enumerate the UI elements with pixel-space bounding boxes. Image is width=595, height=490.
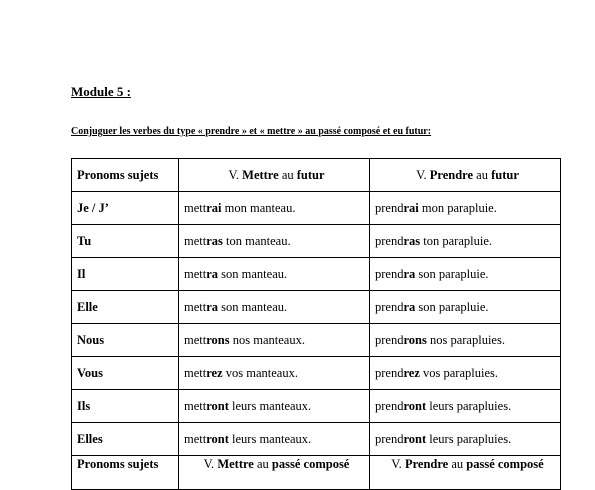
pronoun-cell: Il — [72, 258, 179, 291]
header-verb: Mettre — [242, 167, 279, 182]
header-tense: passé composé — [466, 457, 544, 471]
module-title: Module 5 : — [71, 84, 131, 99]
verb-ending: ront — [403, 398, 427, 413]
verb-ending: rons — [403, 332, 427, 347]
header-verb: Mettre — [217, 457, 254, 471]
verb-stem: mett — [184, 266, 207, 281]
header-mettre-passe-compose — [179, 456, 370, 490]
prendre-futur-cell — [370, 324, 561, 357]
prendre-futur-cell — [370, 192, 561, 225]
header-tense: futur — [296, 167, 325, 182]
verb-stem: prend — [375, 200, 404, 215]
table-row — [72, 423, 561, 456]
verb-rest: nos parapluies. — [426, 332, 505, 347]
verb-stem: mett — [184, 299, 207, 314]
pronoun-cell: Elles — [72, 423, 179, 456]
pronoun-cell: Vous — [72, 357, 179, 390]
header-pre: V. — [416, 167, 430, 182]
table-row — [72, 192, 561, 225]
header-mid: au — [473, 167, 492, 182]
pronoun-cell: Elle — [72, 291, 179, 324]
verb-stem: prend — [375, 431, 404, 446]
verb-stem: prend — [375, 233, 404, 248]
verb-ending: ront — [206, 431, 229, 446]
verb-rest: vos manteaux. — [222, 365, 298, 380]
verb-stem: prend — [375, 266, 404, 281]
header-pre: V. — [228, 167, 243, 182]
header-verb: Prendre — [404, 457, 449, 471]
verb-stem: prend — [375, 299, 404, 314]
table-row — [72, 324, 561, 357]
prendre-futur-cell — [370, 390, 561, 423]
table-row — [72, 258, 561, 291]
verb-ending: ront — [403, 431, 427, 446]
header-pronouns: Pronoms sujets — [72, 456, 179, 490]
header-pronouns: Pronoms sujets — [72, 159, 179, 192]
mettre-futur-cell — [179, 423, 370, 456]
table-header-row-passe-compose — [72, 456, 561, 490]
mettre-futur-cell — [179, 357, 370, 390]
verb-rest: mon parapluie. — [418, 200, 497, 215]
verb-stem: mett — [184, 365, 207, 380]
verb-rest: leurs manteaux. — [228, 431, 312, 446]
header-verb: Prendre — [429, 167, 474, 182]
mettre-futur-cell — [179, 258, 370, 291]
table-row — [72, 357, 561, 390]
header-pre: V. — [203, 457, 218, 471]
verb-stem: mett — [184, 431, 207, 446]
verb-rest: son manteau. — [218, 299, 288, 314]
header-prendre-passe-compose — [370, 456, 561, 490]
conjugation-table — [71, 158, 561, 490]
verb-ending: rons — [206, 332, 230, 347]
pronoun-cell: Tu — [72, 225, 179, 258]
verb-ending: ra — [206, 299, 219, 314]
verb-rest: vos parapluies. — [419, 365, 498, 380]
mettre-futur-cell — [179, 291, 370, 324]
verb-stem: mett — [184, 332, 207, 347]
table-row — [72, 390, 561, 423]
mettre-futur-cell — [179, 192, 370, 225]
prendre-futur-cell — [370, 291, 561, 324]
pronoun-cell: Ils — [72, 390, 179, 423]
verb-ending: ras — [403, 233, 421, 248]
prendre-futur-cell — [370, 423, 561, 456]
verb-ending: ras — [206, 233, 223, 248]
table-header-row — [72, 159, 561, 192]
verb-stem: prend — [375, 332, 404, 347]
verb-stem: mett — [184, 398, 207, 413]
verb-ending: ront — [206, 398, 229, 413]
verb-rest: leurs manteaux. — [228, 398, 312, 413]
header-pre: V. — [391, 457, 405, 471]
verb-rest: mon manteau. — [221, 200, 296, 215]
verb-ending: ra — [403, 266, 416, 281]
header-mid: au — [253, 457, 272, 471]
verb-rest: ton parapluie. — [420, 233, 492, 248]
verb-stem: mett — [184, 233, 207, 248]
prendre-futur-cell — [370, 258, 561, 291]
table-row — [72, 291, 561, 324]
verb-rest: son parapluie. — [415, 299, 489, 314]
header-mid: au — [278, 167, 297, 182]
header-tense: futur — [491, 167, 519, 182]
verb-rest: nos manteaux. — [229, 332, 305, 347]
header-tense: passé composé — [271, 457, 350, 471]
verb-rest: son manteau. — [218, 266, 288, 281]
verb-ending: rai — [206, 200, 222, 215]
prendre-futur-cell — [370, 357, 561, 390]
prendre-futur-cell — [370, 225, 561, 258]
verb-rest: leurs parapluies. — [426, 431, 512, 446]
header-mid: au — [448, 457, 467, 471]
mettre-futur-cell — [179, 324, 370, 357]
verb-rest: leurs parapluies. — [426, 398, 512, 413]
verb-rest: son parapluie. — [415, 266, 489, 281]
table-row — [72, 225, 561, 258]
verb-ending: ra — [206, 266, 219, 281]
header-prendre-futur — [370, 159, 561, 192]
exercise-instruction: Conjuguer les verbes du type « prendre » et « mettre » au passé composé et eu futur: — [71, 126, 432, 137]
verb-ending: rai — [403, 200, 419, 215]
mettre-futur-cell — [179, 225, 370, 258]
pronoun-cell: Nous — [72, 324, 179, 357]
verb-ending: rez — [403, 365, 420, 380]
mettre-futur-cell — [179, 390, 370, 423]
verb-stem: mett — [184, 200, 207, 215]
verb-ending: rez — [206, 365, 223, 380]
verb-stem: prend — [375, 398, 404, 413]
header-mettre-futur — [179, 159, 370, 192]
pronoun-cell: Je / J’ — [72, 192, 179, 225]
verb-ending: ra — [403, 299, 416, 314]
verb-rest: ton manteau. — [222, 233, 291, 248]
verb-stem: prend — [375, 365, 404, 380]
